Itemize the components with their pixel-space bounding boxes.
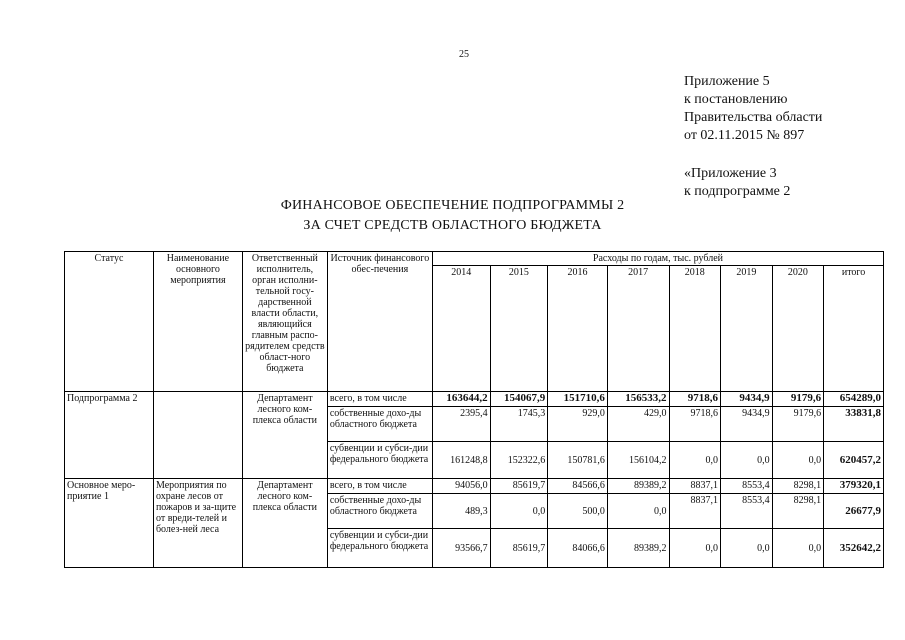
value-cell: 489,3: [432, 494, 490, 529]
header-source: Источник финансового обес-печения: [327, 252, 432, 392]
total-cell: 352642,2: [824, 529, 884, 568]
source-cell: субвенции и субси-дии федерального бюджета: [327, 442, 432, 479]
value-cell: 8553,4: [721, 479, 773, 494]
table-row: [65, 392, 884, 407]
value-cell: 8298,1: [772, 479, 824, 494]
appendix2-line: к подпрограмме 2: [684, 184, 791, 199]
value-cell: 161248,8: [432, 442, 490, 479]
appendix-line: Правительства области: [684, 110, 823, 125]
financing-table: [64, 251, 884, 568]
name-cell: [153, 392, 242, 479]
source-cell: субвенции и субси-дии федерального бюджета: [327, 529, 432, 568]
header-year: 2017: [607, 266, 669, 392]
total-cell: 26677,9: [824, 494, 884, 529]
source-cell: собственные дохо-ды областного бюджета: [327, 494, 432, 529]
total-cell: 654289,0: [824, 392, 884, 407]
name-cell: Мероприятия по охране лесов от пожаров и за-щите от вреди-телей и болез-ней леса: [153, 479, 242, 568]
value-cell: 0,0: [490, 494, 548, 529]
value-cell: 0,0: [772, 442, 824, 479]
total-cell: 33831,8: [824, 407, 884, 442]
value-cell: 156533,2: [607, 392, 669, 407]
header-year: 2016: [548, 266, 608, 392]
value-cell: 152322,6: [490, 442, 548, 479]
header-executor: Ответственный исполнитель, орган исполни-тельной госу-дарственной власти области, являющийся главным распо-рядителем средств област-ного бюджета: [242, 252, 327, 392]
title-line: ЗА СЧЕТ СРЕДСТВ ОБЛАСТНОГО БЮДЖЕТА: [303, 218, 602, 233]
value-cell: 8553,4: [721, 494, 773, 529]
total-cell: 620457,2: [824, 442, 884, 479]
header-total: итого: [824, 266, 884, 392]
header-year: 2015: [490, 266, 548, 392]
value-cell: 0,0: [721, 529, 773, 568]
appendix-line: к постановлению: [684, 92, 788, 107]
value-cell: 151710,6: [548, 392, 608, 407]
value-cell: 429,0: [607, 407, 669, 442]
appendix2-line: «Приложение 3: [684, 166, 777, 181]
header-year: 2018: [669, 266, 721, 392]
value-cell: 94056,0: [432, 479, 490, 494]
value-cell: 9718,6: [669, 407, 721, 442]
value-cell: 0,0: [669, 442, 721, 479]
value-cell: 85619,7: [490, 479, 548, 494]
value-cell: 0,0: [607, 494, 669, 529]
status-cell: Подпрограмма 2: [65, 392, 154, 479]
value-cell: 9434,9: [721, 392, 773, 407]
header-name: Наименование основного мероприятия: [153, 252, 242, 392]
value-cell: 84066,6: [548, 529, 608, 568]
value-cell: 0,0: [721, 442, 773, 479]
value-cell: 84566,6: [548, 479, 608, 494]
document-title: [0, 196, 905, 236]
source-cell: всего, в том числе: [327, 392, 432, 407]
status-cell: Основное меро-приятие 1: [65, 479, 154, 568]
appendix-block: [684, 73, 822, 145]
appendix-line: Приложение 5: [684, 74, 770, 89]
header-expenses: Расходы по годам, тыс. рублей: [432, 252, 883, 266]
value-cell: 85619,7: [490, 529, 548, 568]
total-cell: 379320,1: [824, 479, 884, 494]
title-line: ФИНАНСОВОЕ ОБЕСПЕЧЕНИЕ ПОДПРОГРАММЫ 2: [280, 198, 625, 213]
value-cell: 9718,6: [669, 392, 721, 407]
value-cell: 500,0: [548, 494, 608, 529]
value-cell: 154067,9: [490, 392, 548, 407]
value-cell: 8837,1: [669, 479, 721, 494]
executor-cell: Департамент лесного ком-плекса области: [242, 392, 327, 479]
table-row: [65, 479, 884, 494]
value-cell: 93566,7: [432, 529, 490, 568]
appendix-line: от 02.11.2015 № 897: [684, 128, 805, 143]
value-cell: 8298,1: [772, 494, 824, 529]
page-number: 25: [459, 49, 469, 60]
value-cell: 89389,2: [607, 479, 669, 494]
value-cell: 1745,3: [490, 407, 548, 442]
value-cell: 8837,1: [669, 494, 721, 529]
value-cell: 163644,2: [432, 392, 490, 407]
header-status: Статус: [65, 252, 154, 392]
header-year: 2014: [432, 266, 490, 392]
executor-cell: Департамент лесного ком-плекса области: [242, 479, 327, 568]
value-cell: 150781,6: [548, 442, 608, 479]
value-cell: 89389,2: [607, 529, 669, 568]
value-cell: 929,0: [548, 407, 608, 442]
header-year: 2020: [772, 266, 824, 392]
header-year: 2019: [721, 266, 773, 392]
value-cell: 9179,6: [772, 407, 824, 442]
value-cell: 9434,9: [721, 407, 773, 442]
source-cell: собственные дохо-ды областного бюджета: [327, 407, 432, 442]
value-cell: 2395,4: [432, 407, 490, 442]
value-cell: 9179,6: [772, 392, 824, 407]
source-cell: всего, в том числе: [327, 479, 432, 494]
value-cell: 156104,2: [607, 442, 669, 479]
value-cell: 0,0: [669, 529, 721, 568]
value-cell: 0,0: [772, 529, 824, 568]
